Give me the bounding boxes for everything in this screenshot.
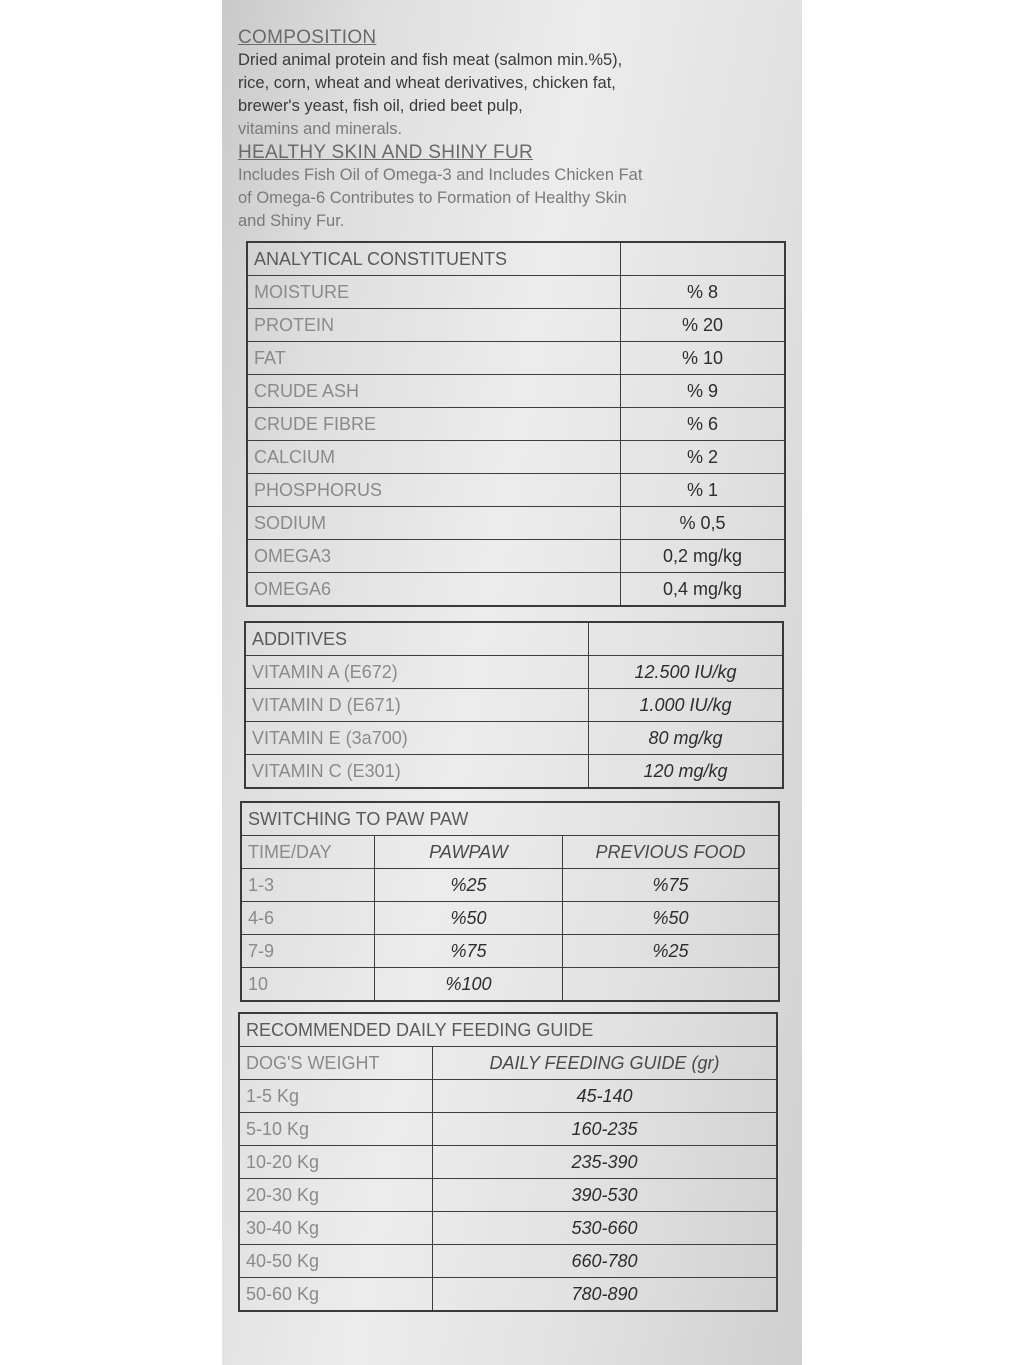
table-row <box>247 441 785 474</box>
header-pawpaw: PAWPAW <box>375 836 563 869</box>
switch-day: 1-3 <box>241 869 375 902</box>
switch-pawpaw: %50 <box>375 902 563 935</box>
skin-text <box>238 164 786 233</box>
table-row <box>241 968 779 1002</box>
additives-title: ADDITIVES <box>245 622 589 656</box>
constituent-name: PHOSPHORUS <box>247 474 621 507</box>
header-previous-food: PREVIOUS FOOD <box>563 836 780 869</box>
switch-day: 7-9 <box>241 935 375 968</box>
table-row <box>247 342 785 375</box>
analytical-title: ANALYTICAL CONSTITUENTS <box>247 242 621 276</box>
switching-header-row <box>241 836 779 869</box>
switching-table <box>240 801 780 1002</box>
table-row <box>247 507 785 540</box>
feed-weight: 30-40 Kg <box>239 1212 433 1245</box>
feed-grams: 530-660 <box>433 1212 778 1245</box>
switch-previous: %25 <box>563 935 780 968</box>
table-row <box>247 276 785 309</box>
header-daily-feeding: DAILY FEEDING GUIDE (gr) <box>433 1047 778 1080</box>
table-row <box>247 375 785 408</box>
feed-weight: 10-20 Kg <box>239 1146 433 1179</box>
feed-grams: 45-140 <box>433 1080 778 1113</box>
switch-previous: %50 <box>563 902 780 935</box>
table-row <box>245 722 783 755</box>
additive-name: VITAMIN E (3a700) <box>245 722 589 755</box>
constituent-name: FAT <box>247 342 621 375</box>
switch-previous <box>563 968 780 1002</box>
table-row <box>241 935 779 968</box>
constituent-name: CALCIUM <box>247 441 621 474</box>
feed-grams: 160-235 <box>433 1113 778 1146</box>
header-time-day: TIME/DAY <box>241 836 375 869</box>
additive-name: VITAMIN A (E672) <box>245 656 589 689</box>
constituent-name: CRUDE ASH <box>247 375 621 408</box>
switching-title-row <box>241 802 779 836</box>
feed-grams: 235-390 <box>433 1146 778 1179</box>
label-content <box>238 26 786 1312</box>
table-row <box>239 1179 777 1212</box>
constituent-name: MOISTURE <box>247 276 621 309</box>
skin-line: and Shiny Fur. <box>238 212 345 230</box>
header-dogs-weight: DOG'S WEIGHT <box>239 1047 433 1080</box>
feed-grams: 660-780 <box>433 1245 778 1278</box>
additive-value: 80 mg/kg <box>589 722 784 755</box>
table-row <box>241 869 779 902</box>
composition-line: Dried animal protein and fish meat (salmon min.%5), <box>238 51 623 69</box>
skin-line: Includes Fish Oil of Omega-3 and Includes Chicken Fat <box>238 166 643 184</box>
feeding-title-row <box>239 1013 777 1047</box>
constituent-value: 0,2 mg/kg <box>621 540 786 573</box>
skin-title: HEALTHY SKIN AND SHINY FUR <box>238 142 533 163</box>
table-row <box>245 656 783 689</box>
constituent-value: % 6 <box>621 408 786 441</box>
table-row <box>247 309 785 342</box>
constituent-name: CRUDE FIBRE <box>247 408 621 441</box>
table-row <box>247 408 785 441</box>
table-row <box>247 474 785 507</box>
skin-line: of Omega-6 Contributes to Formation of Healthy Skin <box>238 189 627 207</box>
switch-pawpaw: %75 <box>375 935 563 968</box>
feeding-title: RECOMMENDED DAILY FEEDING GUIDE <box>239 1013 777 1047</box>
analytical-header-blank <box>621 242 786 276</box>
table-row <box>239 1080 777 1113</box>
additive-value: 1.000 IU/kg <box>589 689 784 722</box>
feed-weight: 1-5 Kg <box>239 1080 433 1113</box>
table-row <box>247 573 785 607</box>
analytical-table <box>246 241 786 607</box>
switch-pawpaw: %100 <box>375 968 563 1002</box>
table-row <box>239 1146 777 1179</box>
additive-name: VITAMIN D (E671) <box>245 689 589 722</box>
additives-header-blank <box>589 622 784 656</box>
additive-name: VITAMIN C (E301) <box>245 755 589 789</box>
constituent-value: 0,4 mg/kg <box>621 573 786 607</box>
switch-previous: %75 <box>563 869 780 902</box>
constituent-value: % 2 <box>621 441 786 474</box>
feed-weight: 20-30 Kg <box>239 1179 433 1212</box>
constituent-name: SODIUM <box>247 507 621 540</box>
composition-line: brewer's yeast, fish oil, dried beet pulp, <box>238 97 523 115</box>
table-row <box>247 540 785 573</box>
table-row <box>239 1278 777 1312</box>
switch-day: 4-6 <box>241 902 375 935</box>
table-row <box>245 689 783 722</box>
constituent-value: % 0,5 <box>621 507 786 540</box>
analytical-header-row <box>247 242 785 276</box>
additive-value: 12.500 IU/kg <box>589 656 784 689</box>
composition-line: rice, corn, wheat and wheat derivatives, chicken fat, <box>238 74 616 92</box>
switch-day: 10 <box>241 968 375 1002</box>
feed-grams: 390-530 <box>433 1179 778 1212</box>
table-row <box>245 755 783 789</box>
composition-title: COMPOSITION <box>238 27 377 48</box>
composition-line: vitamins and minerals. <box>238 120 403 138</box>
feed-weight: 40-50 Kg <box>239 1245 433 1278</box>
switch-pawpaw: %25 <box>375 869 563 902</box>
feeding-table <box>238 1012 778 1312</box>
constituent-value: % 10 <box>621 342 786 375</box>
constituent-name: OMEGA6 <box>247 573 621 607</box>
feeding-header-row <box>239 1047 777 1080</box>
feed-weight: 50-60 Kg <box>239 1278 433 1312</box>
additives-table <box>244 621 784 789</box>
constituent-name: OMEGA3 <box>247 540 621 573</box>
constituent-name: PROTEIN <box>247 309 621 342</box>
table-row <box>239 1212 777 1245</box>
feed-grams: 780-890 <box>433 1278 778 1312</box>
constituent-value: % 20 <box>621 309 786 342</box>
constituent-value: % 1 <box>621 474 786 507</box>
table-row <box>241 902 779 935</box>
table-row <box>239 1245 777 1278</box>
table-row <box>239 1113 777 1146</box>
additives-header-row <box>245 622 783 656</box>
constituent-value: % 8 <box>621 276 786 309</box>
composition-text <box>238 49 786 141</box>
additive-value: 120 mg/kg <box>589 755 784 789</box>
switching-title: SWITCHING TO PAW PAW <box>241 802 779 836</box>
feed-weight: 5-10 Kg <box>239 1113 433 1146</box>
constituent-value: % 9 <box>621 375 786 408</box>
